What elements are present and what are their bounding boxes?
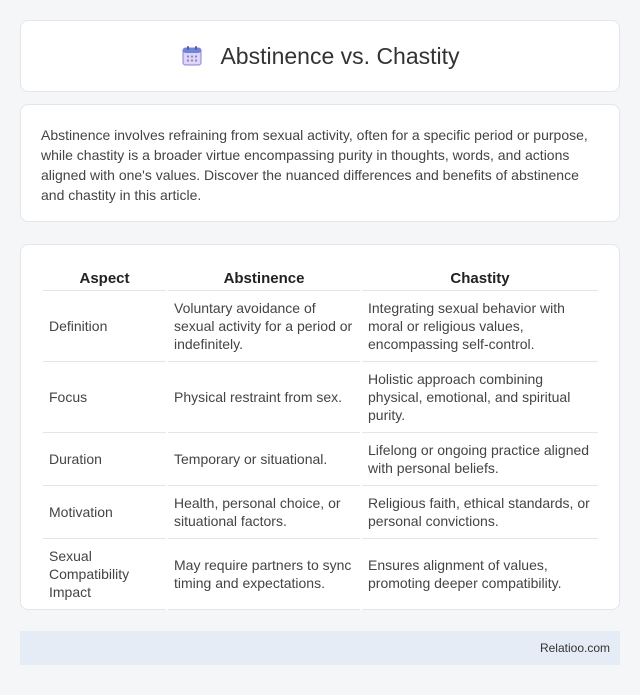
comparison-card [20, 244, 620, 610]
intro-card [20, 104, 620, 222]
cell-aspect: Duration [43, 432, 167, 485]
table-row [43, 538, 598, 609]
cell-aspect: Motivation [43, 485, 167, 538]
cell-abstinence: Temporary or situational. [167, 432, 361, 485]
table-header-row [43, 266, 598, 290]
header-abstinence: Abstinence [167, 266, 361, 290]
intro-text: Abstinence involves refraining from sexual activity, often for a specific period or purpose, while chastity is a broader virtue encompassing purity in thoughts, words, and actions aligned with one's values. Discover the nuanced differences and benefits of abstinence and chastity in this article. [41, 127, 588, 203]
table-row [43, 432, 598, 485]
cell-chastity: Integrating sexual behavior with moral or religious values, encompassing self-control. [361, 290, 598, 361]
table-row [43, 485, 598, 538]
comparison-table [43, 266, 598, 610]
cell-chastity: Religious faith, ethical standards, or personal convictions. [361, 485, 598, 538]
cell-chastity: Holistic approach combining physical, emotional, and spiritual purity. [361, 361, 598, 432]
title-card [20, 20, 620, 92]
cell-abstinence: Voluntary avoidance of sexual activity for a period or indefinitely. [167, 290, 361, 361]
page-title: Abstinence vs. Chastity [220, 42, 460, 69]
footer [20, 631, 620, 665]
cell-aspect: Focus [43, 361, 167, 432]
cell-abstinence: May require partners to sync timing and expectations. [167, 538, 361, 609]
calendar-icon [180, 44, 204, 68]
table-row [43, 290, 598, 361]
cell-aspect: Definition [43, 290, 167, 361]
header-aspect: Aspect [43, 266, 167, 290]
cell-abstinence: Health, personal choice, or situational factors. [167, 485, 361, 538]
cell-chastity: Ensures alignment of values, promoting deeper compatibility. [361, 538, 598, 609]
cell-aspect: Sexual Compatibility Impact [43, 538, 167, 609]
footer-brand: Relatioo.com [539, 641, 610, 655]
table-row [43, 361, 598, 432]
header-chastity: Chastity [361, 266, 598, 290]
cell-abstinence: Physical restraint from sex. [167, 361, 361, 432]
cell-chastity: Lifelong or ongoing practice aligned with personal beliefs. [361, 432, 598, 485]
